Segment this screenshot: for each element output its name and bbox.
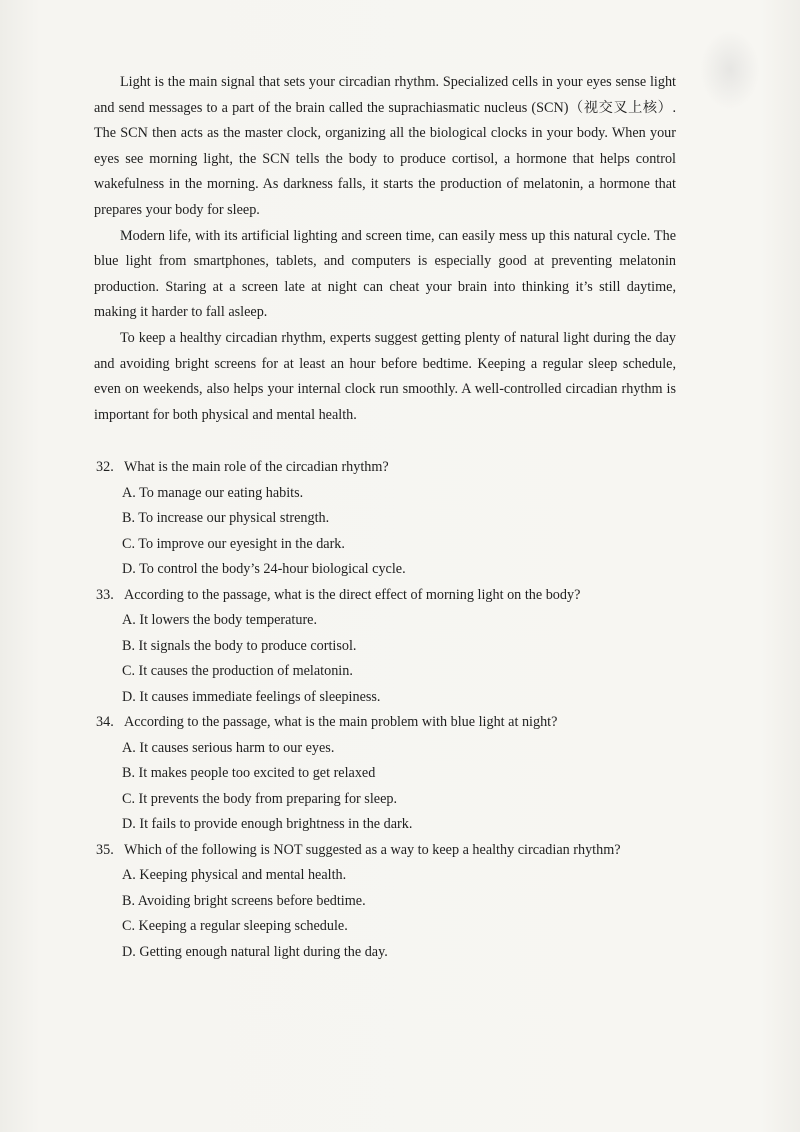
question-number: 34. [96,714,114,730]
option-a: A. It lowers the body temperature. [122,612,318,628]
question-stem [96,710,696,736]
passage-paragraph-1: Light is the main signal that sets your circadian rhythm. Specialized cells in your eyes sense light and send messages to a part of the brain called the suprachiasmatic nucleus (SCN)（视交叉上核）. The SCN then acts as the master clock, organizing all the biological clocks in your body. When your eyes see morning light, the SCN tells the body to produce cortisol, a hormone that helps control wakefulness in the morning. As darkness falls, it starts the production of melatonin, a hormone that prepares your body for sleep. [94,74,676,218]
option-b: B. Avoiding bright screens before bedtime. [122,892,366,909]
option-c: C. It causes the production of melatonin. [122,663,353,679]
question-stem [96,838,696,864]
option-a: A. It causes serious harm to our eyes. [122,739,335,756]
question-number: 35. [96,841,114,858]
option-b: B. To increase our physical strength. [122,510,330,526]
question-34 [96,710,696,838]
option-a: A. Keeping physical and mental health. [122,867,347,883]
option-d: D. Getting enough natural light during the day. [122,943,388,960]
option-c: C. To improve our eyesight in the dark. [122,535,345,552]
reading-passage [94,70,676,428]
question-text: What is the main role of the circadian rhythm? [124,459,389,475]
option-d: D. To control the body’s 24-hour biological cycle. [122,561,406,577]
question-stem [96,455,696,481]
option-c: C. It prevents the body from preparing for sleep. [122,790,398,807]
option-b: B. It makes people too excited to get relaxed [122,765,376,781]
passage-paragraph-2: Modern life, with its artificial lighting and screen time, can easily mess up this natural cycle. The blue light from smartphones, tablets, and computers is especially good at preventing melatonin production. Staring at a screen late at night can cheat your brain into thinking it’s still daytime, making it harder to fall asleep. [94,227,676,321]
question-text: According to the passage, what is the direct effect of morning light on the body? [124,586,581,603]
question-list [96,455,696,965]
question-number: 32. [96,459,114,475]
question-text: Which of the following is NOT suggested as a way to keep a healthy circadian rhythm? [124,841,621,858]
option-d: D. It causes immediate feelings of sleepiness. [122,688,381,705]
question-text: According to the passage, what is the main problem with blue light at night? [124,714,558,730]
option-a: A. To manage our eating habits. [122,484,304,501]
option-d: D. It fails to provide enough brightness in the dark. [122,816,413,832]
scan-smudge [700,30,760,110]
option-c: C. Keeping a regular sleeping schedule. [122,918,348,934]
question-35 [96,838,696,966]
question-stem [96,583,696,609]
question-number: 33. [96,586,114,603]
option-b: B. It signals the body to produce cortisol. [122,637,357,654]
question-33 [96,583,696,711]
passage-paragraph-3: To keep a healthy circadian rhythm, experts suggest getting plenty of natural light during the day and avoiding bright screens for at least an hour before bedtime. Keeping a regular sleep schedule, even on weekends, also helps your internal clock run smoothly. A well-controlled circadian rhythm is important for both physical and mental health. [94,329,676,423]
question-32 [96,455,696,583]
